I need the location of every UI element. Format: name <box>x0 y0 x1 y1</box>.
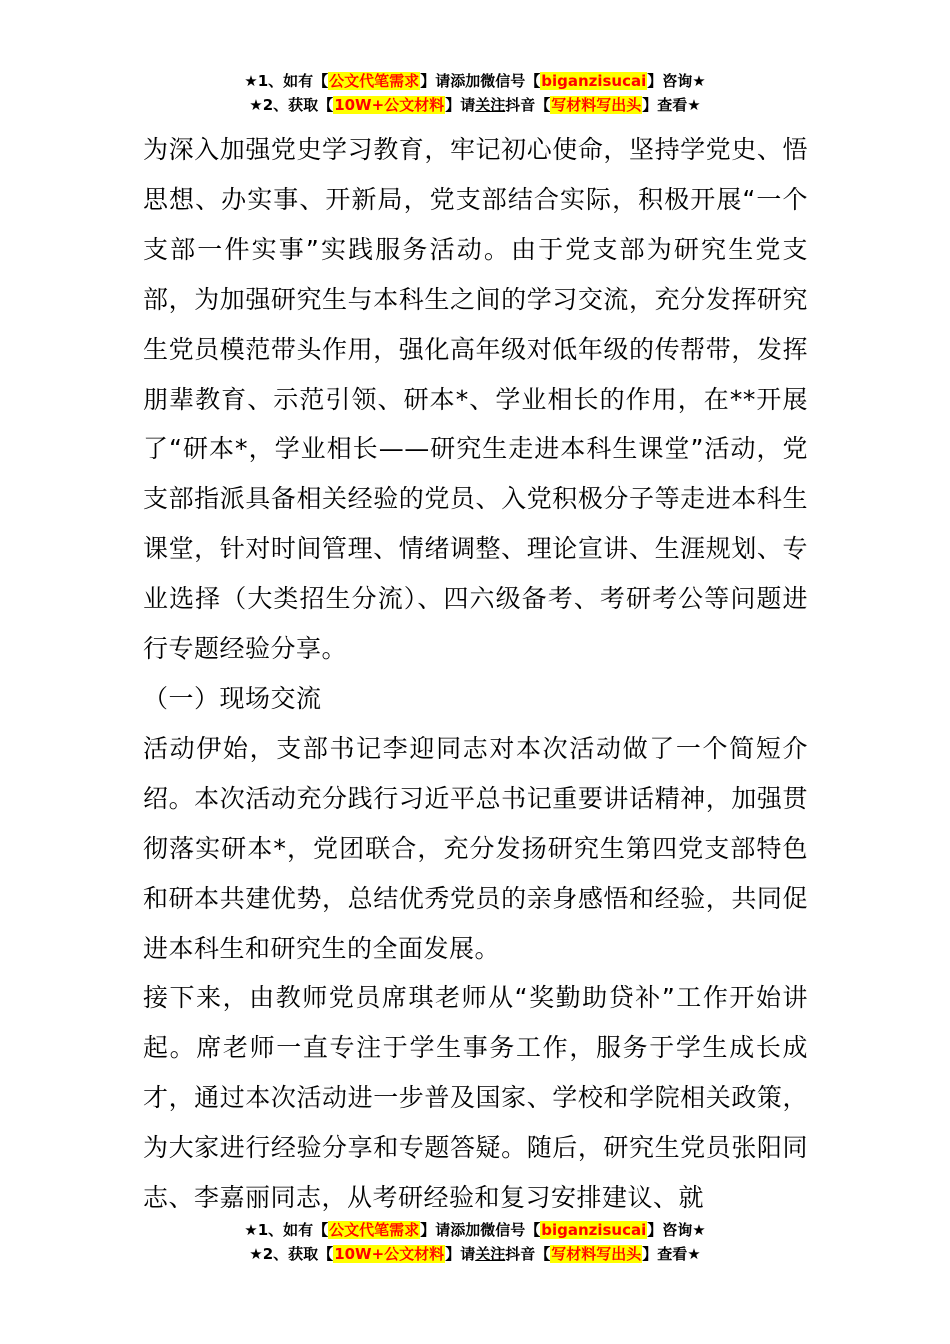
banner-line-2 <box>0 94 950 118</box>
section-heading: （一）现场交流 <box>143 683 322 713</box>
banner-text: 】请添加微信号【 <box>420 1221 541 1239</box>
banner-highlight: 公文代笔需求 <box>329 72 420 90</box>
banner-underline: 关注 <box>475 1245 506 1263</box>
banner-highlight: 10W+公文材料 <box>334 1245 445 1263</box>
banner-text: 】咨询★ <box>647 72 706 90</box>
banner-highlight: 写材料写出头 <box>551 96 642 114</box>
banner-highlight: biganzisucai <box>541 1221 647 1239</box>
banner-text: ★1、如有【 <box>244 1221 329 1239</box>
paragraph-intro: 为深入加强党史学习教育，牢记初心使命，坚持学党史、悟思想、办实事、开新局，党支部结合实际，积极开展“一个支部一件实事”实践服务活动。由于党支部为研究生党支部，为加强研究生与本科生之间的学习交流，充分发挥研究生党员模范带头作用，强化高年级对低年级的传帮带，发挥朋辈教育、示范引领、研本*、学业相长的作用，在**开展了“研本*，学业相长——研究生走进本科生课堂”活动，党支部指派具备相关经验的党员、入党积极分子等走进本科生课堂，针对时间管理、情绪调整、理论宣讲、生涯规划、专业选择（大类招生分流）、四六级备考、考研考公等问题进行专题经验分享。 <box>143 135 808 664</box>
banner-text: 抖音【 <box>505 96 551 114</box>
banner-text: ★2、获取【 <box>249 1245 334 1263</box>
banner-text: 】咨询★ <box>647 1221 706 1239</box>
banner-text: 】查看★ <box>642 1245 701 1263</box>
banner-text: 】请添加微信号【 <box>420 72 541 90</box>
banner-underline: 关注 <box>475 96 506 114</box>
banner-text: 】查看★ <box>642 96 701 114</box>
header-banner <box>0 70 950 118</box>
banner-line-2 <box>0 1243 950 1267</box>
banner-text: ★2、获取【 <box>249 96 334 114</box>
banner-line-1 <box>0 70 950 94</box>
banner-highlight: 10W+公文材料 <box>334 96 445 114</box>
paragraph-next: 接下来，由教师党员席琪老师从“奖勤助贷补”工作开始讲起。席老师一直专注于学生事务工作，服务于学生成长成才，通过本次活动进一步普及国家、学校和学院相关政策，为大家进行经验分享和专题答疑。随后，研究生党员张阳同志、李嘉丽同志，从考研经验和复习安排建议、就 <box>143 983 808 1213</box>
banner-highlight: 写材料写出头 <box>551 1245 642 1263</box>
document-body <box>143 125 808 1223</box>
banner-text: 】请 <box>445 96 476 114</box>
banner-text: 抖音【 <box>505 1245 551 1263</box>
footer-banner <box>0 1219 950 1267</box>
banner-text: ★1、如有【 <box>244 72 329 90</box>
banner-highlight: biganzisucai <box>541 72 647 90</box>
paragraph-opening: 活动伊始，支部书记李迎同志对本次活动做了一个简短介绍。本次活动充分践行习近平总书记重要讲话精神，加强贯彻落实研本*，党团联合，充分发扬研究生第四党支部特色和研本共建优势，总结优秀党员的亲身感悟和经验，共同促进本科生和研究生的全面发展。 <box>143 733 808 963</box>
banner-line-1 <box>0 1219 950 1243</box>
banner-highlight: 公文代笔需求 <box>329 1221 420 1239</box>
banner-text: 】请 <box>445 1245 476 1263</box>
